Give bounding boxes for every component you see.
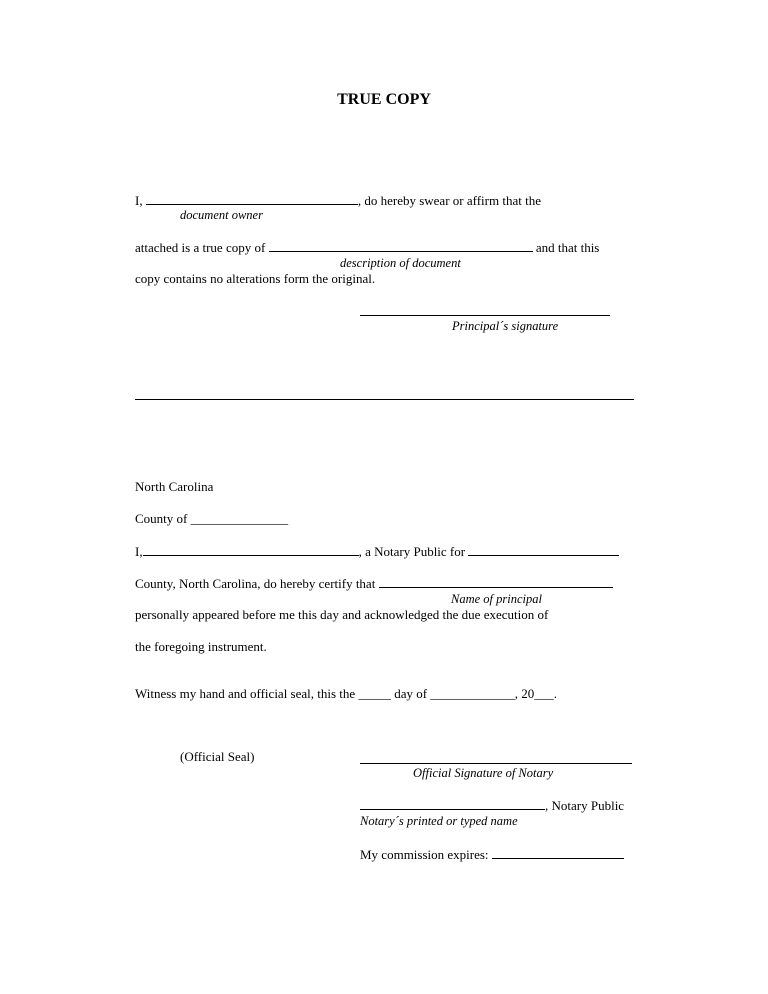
notary-public-for-text: , a Notary Public for	[358, 544, 466, 559]
notary-county-blank[interactable]	[468, 543, 619, 556]
notary-printed-name-caption: Notary´s printed or typed name	[360, 814, 518, 828]
county-blank[interactable]: _______________	[190, 511, 289, 526]
document-owner-caption: document owner	[180, 208, 263, 222]
affidavit-i-label: I,	[135, 193, 143, 208]
certify-line	[135, 575, 613, 592]
notary-signature-line[interactable]	[360, 763, 632, 764]
county-of-label: County of	[135, 511, 188, 526]
true-copy-of-text: attached is a true copy of	[135, 240, 266, 255]
commission-line	[360, 846, 624, 863]
notary-signature-caption: Official Signature of Notary	[413, 766, 554, 780]
notary-i-line	[135, 543, 619, 560]
commission-expiry-blank[interactable]	[492, 846, 624, 859]
document-owner-blank[interactable]	[146, 192, 358, 205]
commission-expires-label: My commission expires:	[360, 847, 489, 862]
document-title: TRUE COPY	[337, 91, 431, 108]
and-that-this-text: and that this	[535, 240, 600, 255]
notary-printed-name-line	[360, 797, 624, 814]
notary-name-blank[interactable]	[143, 543, 359, 556]
principal-signature-caption: Principal´s signature	[452, 319, 559, 333]
state-label: North Carolina	[135, 479, 214, 494]
principal-name-caption: Name of principal	[451, 592, 542, 606]
official-seal-label: (Official Seal)	[180, 749, 255, 764]
document-description-caption: description of document	[340, 256, 461, 270]
affidavit-line-2	[135, 239, 599, 256]
notary-i-label: I,	[135, 544, 143, 559]
appeared-text: personally appeared before me this day and acknowledged the due execution of	[135, 607, 549, 622]
affidavit-swear-text: , do hereby swear or affirm that the	[357, 193, 541, 208]
section-divider	[135, 399, 634, 400]
notary-public-label: , Notary Public	[545, 798, 625, 813]
principal-name-blank[interactable]	[379, 575, 613, 588]
notary-printed-name-blank[interactable]	[360, 797, 545, 810]
certify-text: County, North Carolina, do hereby certify that	[135, 576, 376, 591]
principal-signature-line[interactable]	[360, 315, 610, 316]
document-description-blank[interactable]	[269, 239, 533, 252]
witness-line: Witness my hand and official seal, this the _____ day of _____________, 20___.	[135, 686, 558, 701]
no-alterations-text: copy contains no alterations form the original.	[135, 271, 376, 286]
instrument-text: the foregoing instrument.	[135, 639, 267, 654]
county-line	[135, 511, 288, 527]
